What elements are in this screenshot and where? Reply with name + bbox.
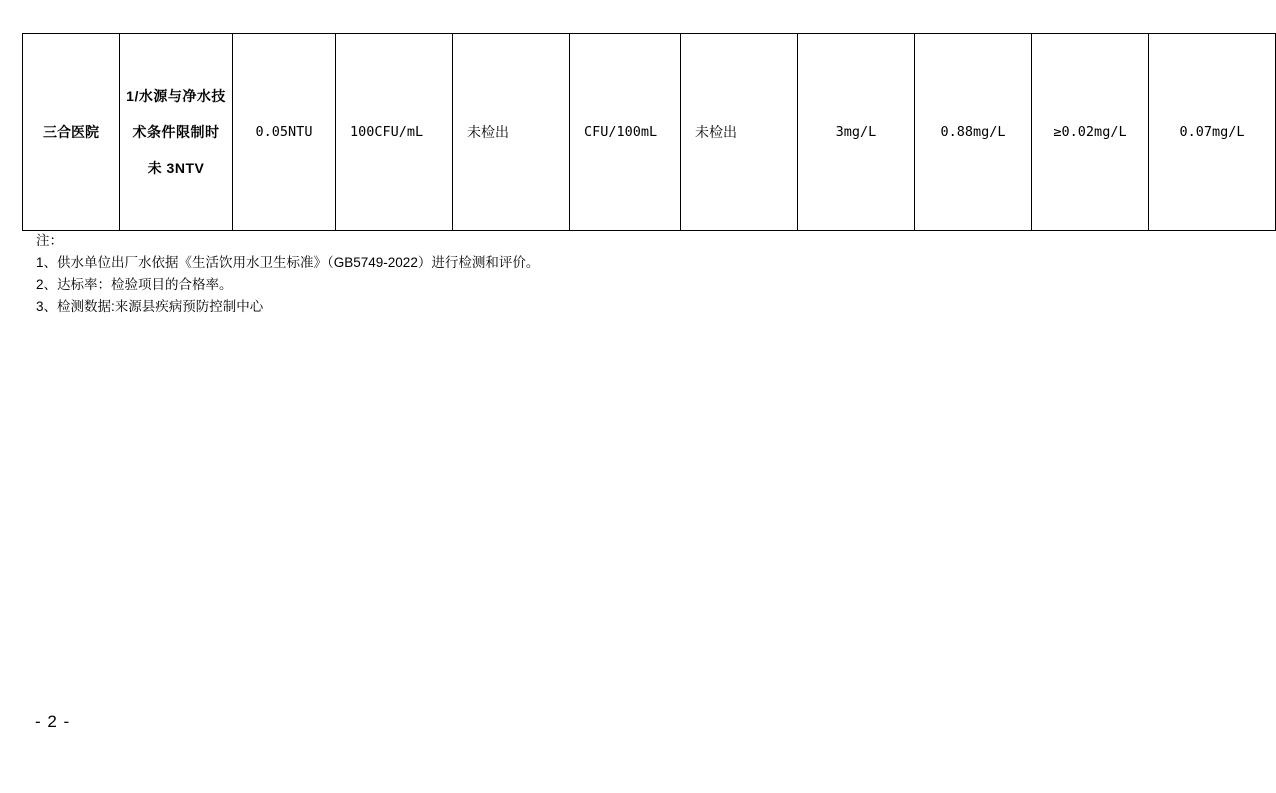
table-row: [23, 34, 1276, 231]
cell-total-colony-count: 100CFU/mL: [336, 34, 453, 231]
cell-technical-condition: 1/水源与净水技术条件限制时未 3NTV: [120, 34, 233, 231]
cell-facility-name: 三合医院: [23, 34, 120, 231]
cell-residual-chlorine-value: 0.07mg/L: [1149, 34, 1276, 231]
cell-turbidity: 0.05NTU: [233, 34, 336, 231]
note-item-2: 2、达标率：检验项目的合格率。: [36, 277, 233, 292]
note-item-3: 3、检测数据:来源县疾病预防控制中心: [36, 299, 264, 314]
water-quality-table: [22, 33, 1276, 231]
notes-block: [36, 230, 936, 318]
cell-measured-value: 0.88mg/L: [915, 34, 1032, 231]
cell-residual-chlorine-limit: ≥0.02mg/L: [1032, 34, 1149, 231]
page-number: - 2 -: [35, 712, 71, 731]
cell-total-colony-result: 未检出: [453, 34, 570, 231]
cell-coliform-result: 未检出: [681, 34, 798, 231]
table-body: [23, 34, 1276, 231]
note-item-1: 1、供水单位出厂水依据《生活饮用水卫生标准》（GB5749-2022）进行检测和评价。: [36, 255, 540, 270]
notes-heading: 注：: [36, 233, 63, 248]
cell-coliform-unit: CFU/100mL: [570, 34, 681, 231]
cell-limit-value: 3mg/L: [798, 34, 915, 231]
